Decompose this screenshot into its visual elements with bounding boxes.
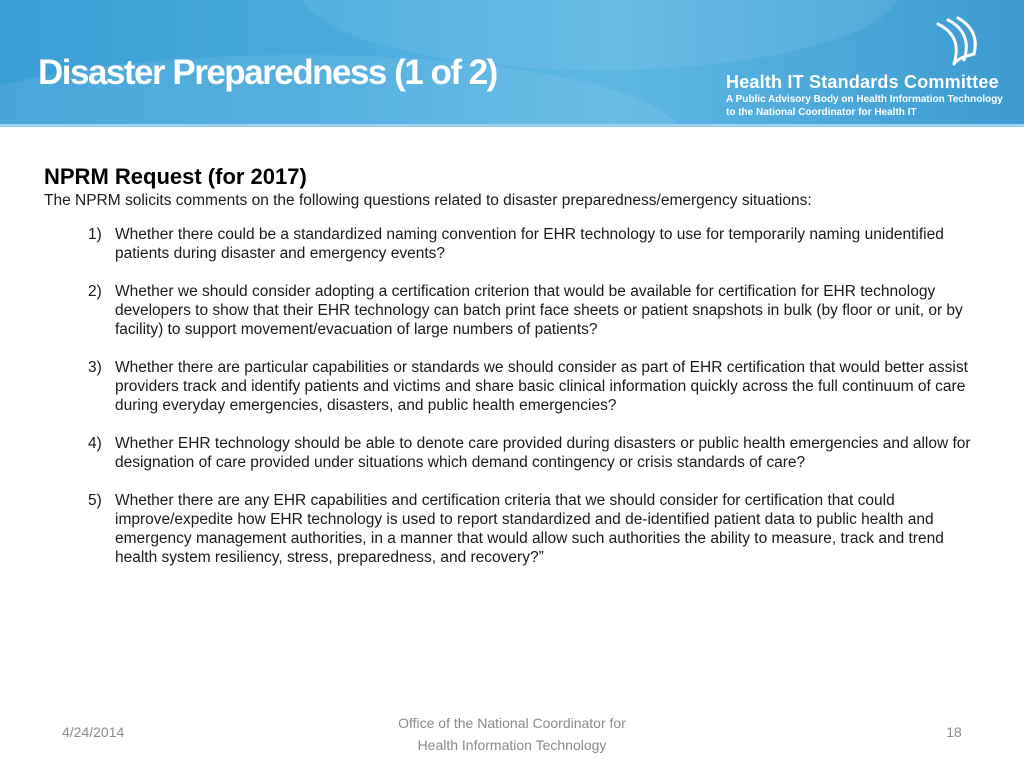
list-item-number: 5) [88, 492, 102, 509]
list-item-number: 4) [88, 435, 102, 452]
list-item [44, 358, 984, 415]
list-item [44, 491, 984, 567]
list-item [44, 282, 984, 339]
logo-subtitle-line: to the National Coordinator for Health IT [726, 106, 917, 118]
slide-content [44, 163, 984, 586]
logo-subtitle [726, 94, 1003, 119]
footer-organization-line: Health Information Technology [417, 737, 607, 753]
list-item-text: Whether there could be a standardized naming convention for EHR technology to use for temporarily naming unidentified patients during disaster and emergency events? [115, 226, 944, 262]
list-item-number: 1) [88, 226, 102, 243]
section-heading: NPRM Request (for 2017) [44, 164, 307, 189]
header-banner [0, 0, 1024, 127]
list-item-text: Whether there are any EHR capabilities and certification criteria that we should consider for certification that could improve/expedite how EHR technology is used to report standardized and de-identified patient data to public health and emergency management authorities, in a manner that would allow such authorities the ability to measure, track and trend health system resiliency, stress, preparedness, and recovery?” [115, 492, 944, 566]
footer-organization [362, 712, 662, 756]
logo-name: Health IT Standards Committee [726, 72, 999, 92]
footer-date: 4/24/2014 [62, 724, 125, 740]
footer-organization-line: Office of the National Coordinator for [398, 715, 626, 731]
page-number: 18 [946, 724, 962, 740]
logo-subtitle-line: A Public Advisory Body on Health Information Technology [726, 94, 1003, 105]
hhs-eagle-icon [924, 14, 988, 78]
list-item-number: 3) [88, 359, 102, 376]
list-item-number: 2) [88, 283, 102, 300]
hitsc-logo [726, 14, 1016, 122]
section-intro: The NPRM solicits comments on the following questions related to disaster preparedness/emergency situations: [44, 192, 812, 209]
list-item [44, 434, 984, 472]
list-item [44, 225, 984, 263]
list-item-text: Whether there are particular capabilities or standards we should consider as part of EHR certification that would better assist providers track and identify patients and victims and share basic clinical information quickly across the full continuum of care during everyday emergencies, disasters, and public health emergencies? [115, 359, 968, 414]
list-item-text: Whether we should consider adopting a certification criterion that would be available for certification for EHR technology developers to show that their EHR technology can batch print face sheets or patient snapshots in bulk (by floor or unit, or by facility) to support movement/evacuation of large numbers of patients? [115, 283, 963, 338]
list-item-text: Whether EHR technology should be able to denote care provided during disasters or public health emergencies and allow for designation of care provided under situations which demand contingency or crisis standards of care? [115, 435, 971, 471]
slide-title: Disaster Preparedness (1 of 2) [38, 53, 497, 92]
question-list [44, 225, 984, 567]
